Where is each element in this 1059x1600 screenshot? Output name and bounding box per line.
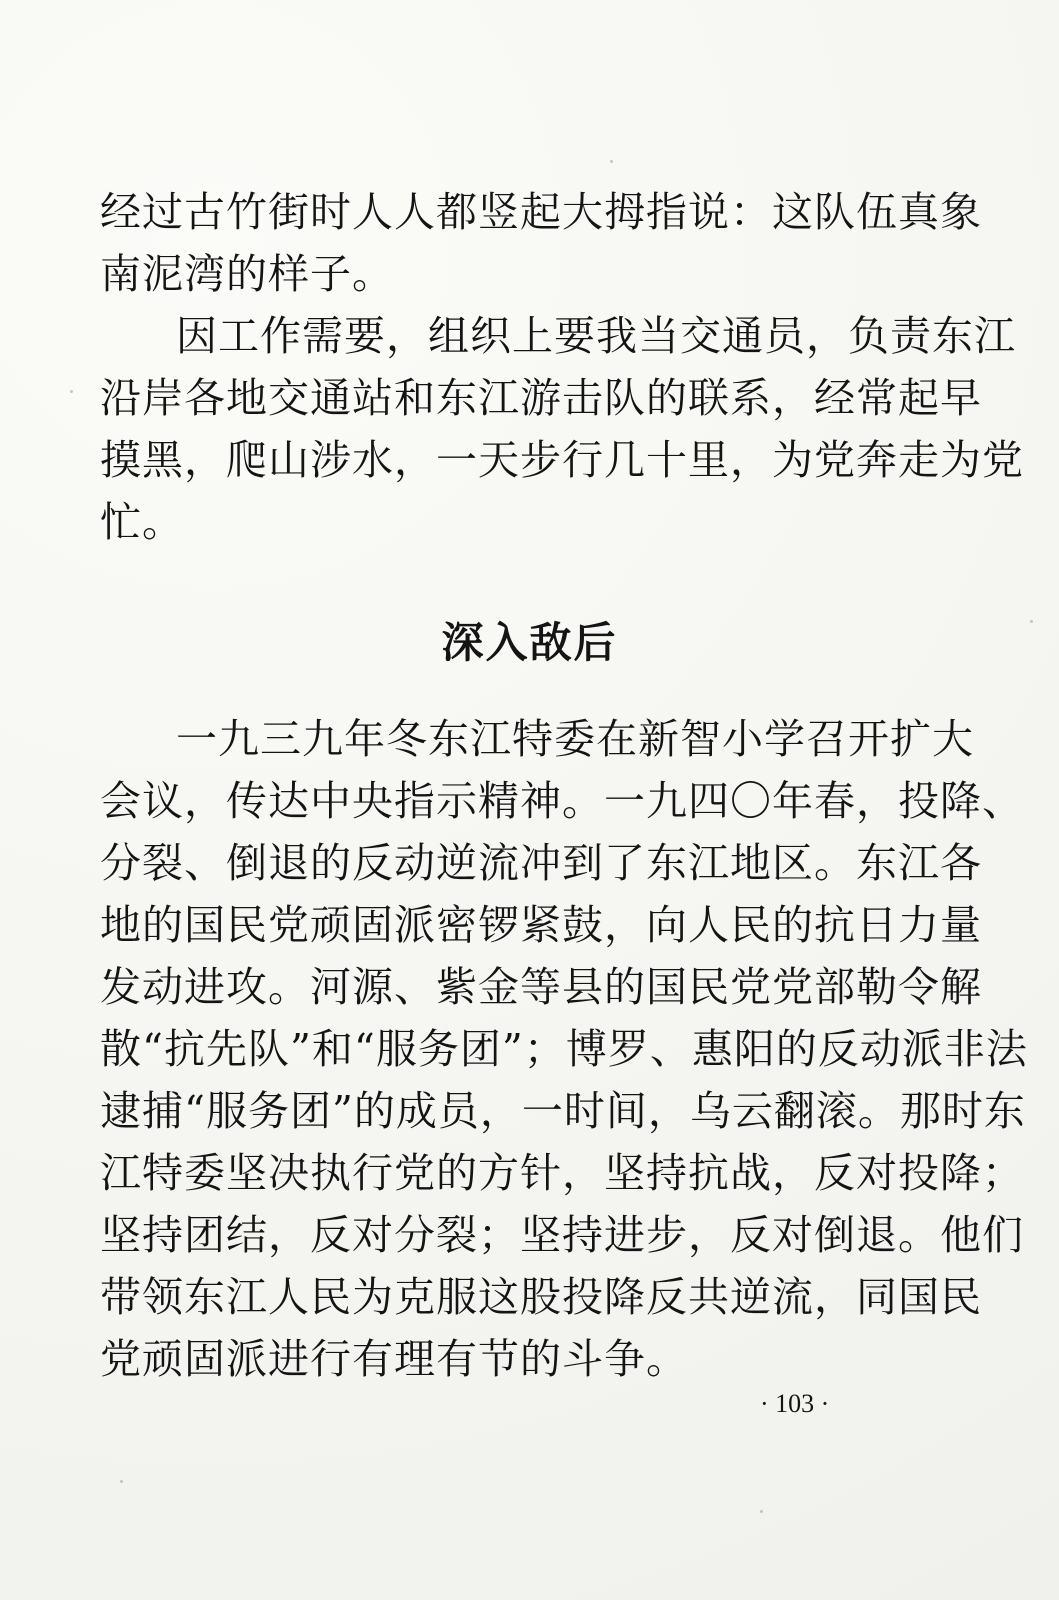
- text-line: 一九三九年冬东江特委在新智小学召开扩大: [176, 715, 974, 763]
- scan-speck: [1030, 620, 1033, 623]
- text-line: 忙。: [100, 498, 184, 546]
- text-line: 党顽固派进行有理有节的斗争。: [100, 1335, 688, 1383]
- scan-speck: [610, 160, 613, 163]
- text-line: 会议，传达中央指示精神。一九四〇年春，投降、: [100, 777, 1024, 825]
- text-line: 南泥湾的样子。: [100, 250, 394, 298]
- scan-speck: [760, 1510, 763, 1513]
- text-line: 带领东江人民为克服这股投降反共逆流，同国民: [100, 1273, 982, 1321]
- text-line: 发动进攻。河源、紫金等县的国民党党部勒令解: [100, 963, 982, 1011]
- text-line: 因工作需要，组织上要我当交通员，负责东江: [176, 312, 1016, 360]
- scan-speck: [120, 1480, 123, 1483]
- text-line: 摸黑，爬山涉水，一天步行几十里，为党奔走为党: [100, 436, 1024, 484]
- text-line: 地的国民党顽固派密锣紧鼓，向人民的抗日力量: [100, 901, 982, 949]
- text-line: 分裂、倒退的反动逆流冲到了东江地区。东江各: [100, 839, 982, 887]
- text-line: 散“抗先队”和“服务团”；博罗、惠阳的反动派非法: [100, 1025, 1028, 1073]
- text-line: 经过古竹街时人人都竖起大拇指说：这队伍真象: [100, 188, 982, 236]
- scan-speck: [70, 390, 73, 393]
- section-heading: 深入敌后: [441, 618, 618, 667]
- text-line: 江特委坚决执行党的方针，坚持抗战，反对投降；: [100, 1149, 1024, 1197]
- text-line: 逮捕“服务团”的成员，一时间，乌云翻滚。那时东: [100, 1087, 1026, 1135]
- scan-speck: [960, 1060, 963, 1063]
- text-line: 沿岸各地交通站和东江游击队的联系，经常起早: [100, 374, 982, 422]
- page-number: · 103 ·: [760, 1389, 830, 1418]
- text-line: 坚持团结，反对分裂；坚持进步，反对倒退。他们: [100, 1211, 1024, 1259]
